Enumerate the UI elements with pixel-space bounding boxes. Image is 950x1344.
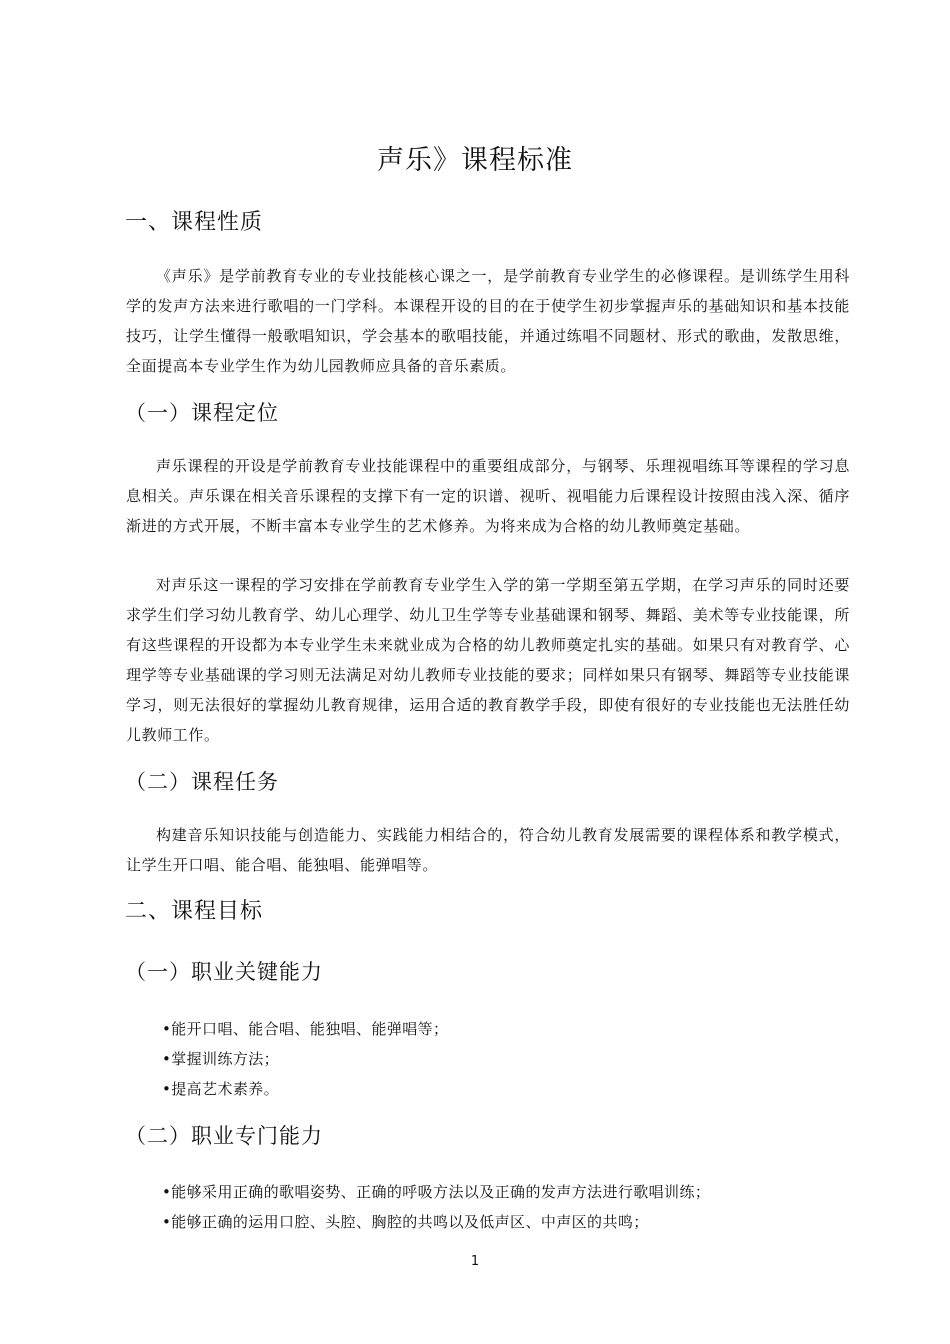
page-number: 1: [470, 1254, 480, 1269]
list-item: •提高艺术素养。: [162, 1080, 280, 1098]
document-title: 声乐》课程标准: [377, 145, 573, 176]
professional-abilities-list: [162, 1177, 862, 1237]
paragraph-course-nature: 《声乐》是学前教育专业的专业技能核心课之一，是学前教育专业学生的必修课程。是训练学生用科学的发声方法来进行歌唱的一门学科。本课程开设的目的在于使学生初步掌握声乐的基础知识和基本技能技巧，让学生懂得一般歌唱知识，学会基本的歌唱技能，并通过练唱不同题材、形式的歌曲，发散思维，全面提高本专业学生作为幼儿园教师应具备的音乐素质。: [126, 267, 850, 375]
list-item: •掌握训练方法；: [162, 1050, 280, 1068]
list-item: •能开口唱、能合唱、能独唱、能弹唱等；: [162, 1020, 449, 1038]
subsection-heading-key-abilities: （一）职业关键能力: [125, 960, 323, 984]
section-heading-course-nature: 一、课程性质: [125, 210, 264, 235]
subsection-heading-course-positioning: （一）课程定位: [125, 401, 279, 425]
list-item: •能够采用正确的歌唱姿势、正确的呼吸方法以及正确的发声方法进行歌唱训练；: [162, 1183, 711, 1201]
paragraph-course-tasks: 构建音乐知识技能与创造能力、实践能力相结合的，符合幼儿教育发展需要的课程体系和教学模式，让学生开口唱、能合唱、能独唱、能弹唱等。: [126, 826, 850, 874]
subsection-heading-professional-abilities: （二）职业专门能力: [125, 1124, 323, 1148]
section-heading-course-goals: 二、课程目标: [125, 899, 264, 924]
paragraph-course-positioning-2: 对声乐这一课程的学习安排在学前教育专业学生入学的第一学期至第五学期，在学习声乐的同时还要求学生们学习幼儿教育学、幼儿心理学、幼儿卫生学等专业基础课和钢琴、舞蹈、美术等专业技能课，所有这些课程的开设都为本专业学生未来就业成为合格的幼儿教师奠定扎实的基础。如果只有对教育学、心理学等专业基础课的学习则无法满足对幼儿教师专业技能的要求；同样如果只有钢琴、舞蹈等专业技能课学习，则无法很好的掌握幼儿教育规律，运用合适的教育教学手段，即使有很好的专业技能也无法胜任幼儿教师工作。: [126, 576, 850, 744]
key-abilities-list: [162, 1014, 862, 1104]
list-item: •能够正确的运用口腔、头腔、胸腔的共鸣以及低声区、中声区的共鸣；: [162, 1213, 649, 1231]
subsection-heading-course-tasks: （二）课程任务: [125, 770, 279, 794]
paragraph-course-positioning-1: 声乐课程的开设是学前教育专业技能课程中的重要组成部分，与钢琴、乐理视唱练耳等课程的学习息息相关。声乐课在相关音乐课程的支撑下有一定的识谱、视听、视唱能力后课程设计按照由浅入深、循序渐进的方式开展，不断丰富本专业学生的艺术修养。为将来成为合格的幼儿教师奠定基础。: [126, 457, 850, 535]
